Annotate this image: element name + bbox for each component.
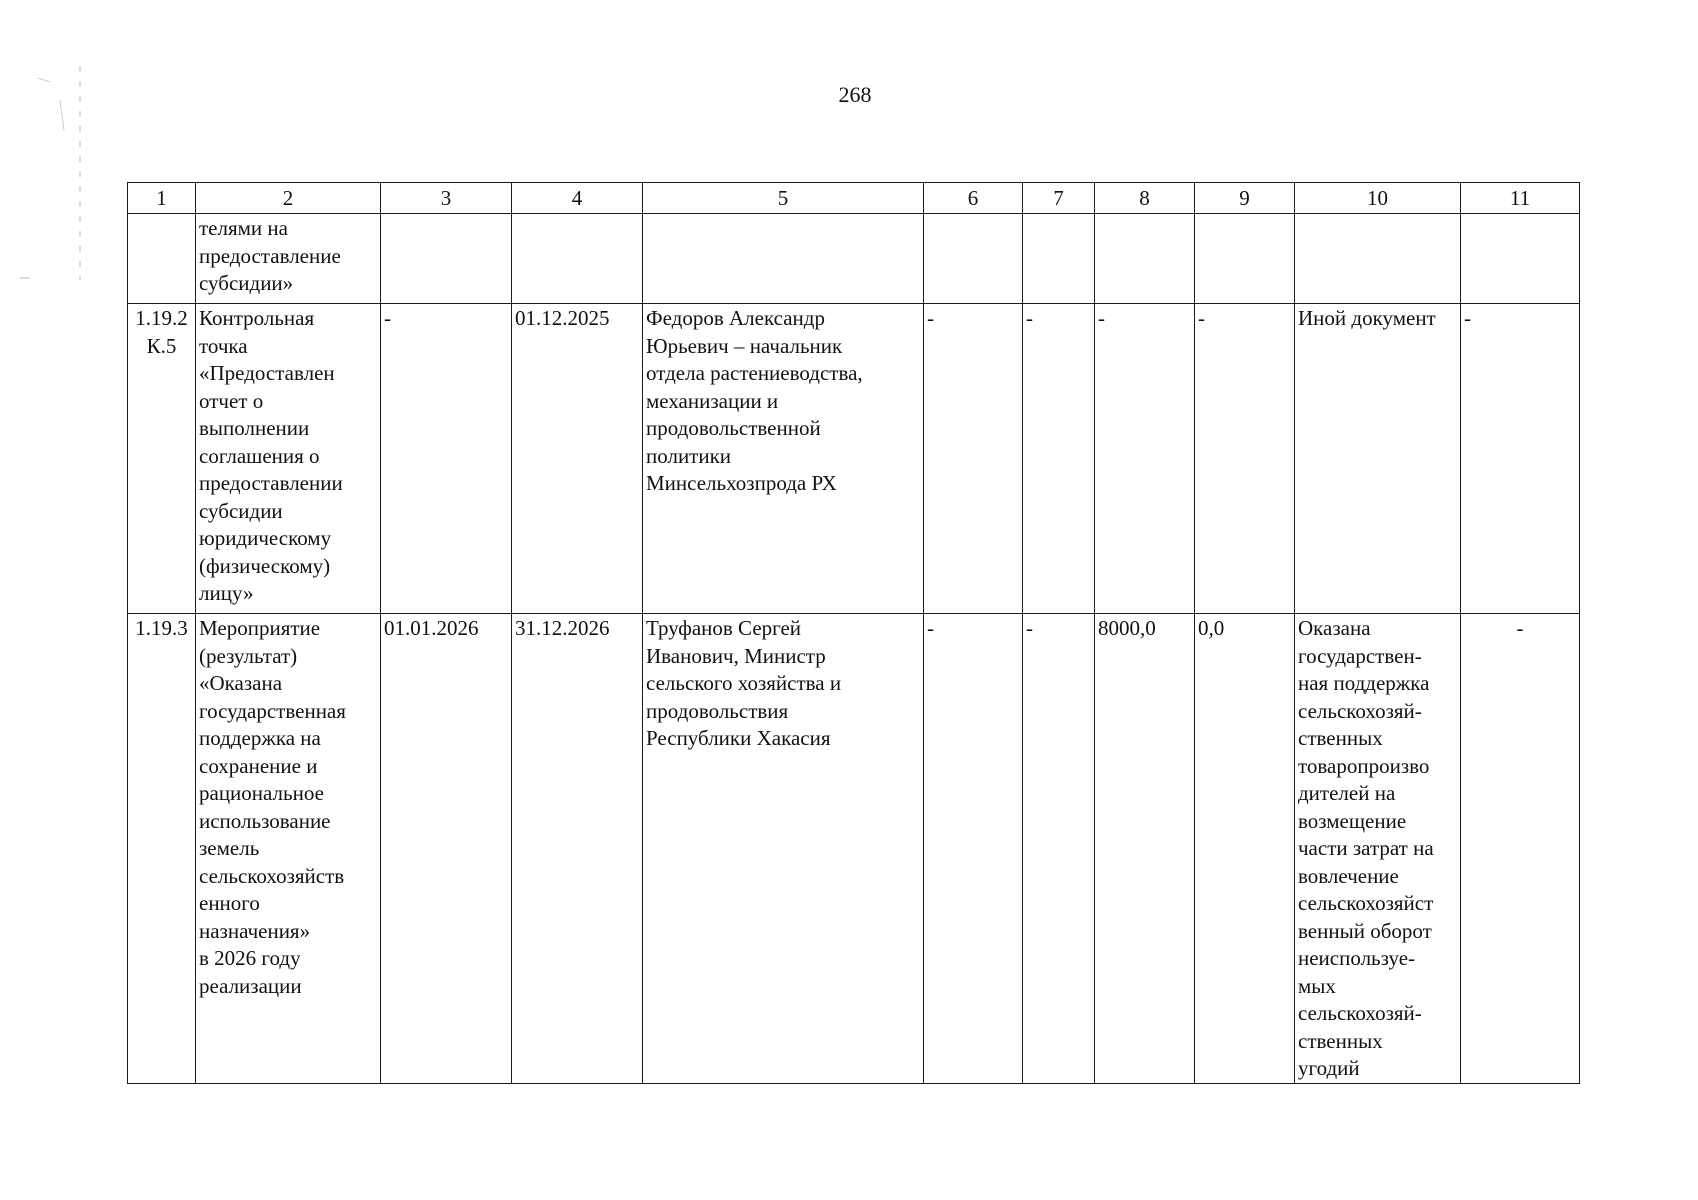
responsible-cell: Федоров Александр Юрьевич – начальник отдела растениеводства, механизации и продовольственной политики Минсельхозпрода РХ (643, 304, 924, 614)
header-cell: 5 (643, 183, 924, 214)
col9-cell: - (1195, 304, 1295, 614)
header-cell: 10 (1295, 183, 1461, 214)
table-row (128, 614, 1580, 1084)
header-cell: 9 (1195, 183, 1295, 214)
end-date-cell (512, 214, 643, 304)
scan-edge-marks (20, 60, 90, 290)
header-cell: 3 (381, 183, 512, 214)
name-cell: Контрольная точка «Предоставлен отчет о выполнении соглашения о предоставлении субсидии юридическому (физическому) лицу» (196, 304, 381, 614)
col11-cell: - (1461, 304, 1580, 614)
end-date-cell: 01.12.2025 (512, 304, 643, 614)
table-row (128, 304, 1580, 614)
header-cell: 2 (196, 183, 381, 214)
table-row (128, 214, 1580, 304)
header-cell: 7 (1023, 183, 1095, 214)
row-number-cell (128, 214, 196, 304)
col11-cell (1461, 214, 1580, 304)
header-cell: 6 (924, 183, 1023, 214)
result-cell: Оказана государствен- ная поддержка сельскохозяй- ственных товаропроизво дителей на возмещение части затрат на вовлечение сельскохозяйст венный оборот неиспользуе- мых сельскохозяй- ственных угодий (1295, 614, 1461, 1084)
col7-cell: - (1023, 614, 1095, 1084)
row-number-cell: 1.19.2 К.5 (128, 304, 196, 614)
col6-cell: - (924, 614, 1023, 1084)
result-cell: Иной документ (1295, 304, 1461, 614)
header-cell: 1 (128, 183, 196, 214)
name-cell: телями на предоставление субсидии» (196, 214, 381, 304)
start-date-cell: 01.01.2026 (381, 614, 512, 1084)
col8-cell (1095, 214, 1195, 304)
responsible-cell: Труфанов Сергей Иванович, Министр сельского хозяйства и продовольствия Республики Хакасия (643, 614, 924, 1084)
start-date-cell (381, 214, 512, 304)
col7-cell: - (1023, 304, 1095, 614)
start-date-cell: - (381, 304, 512, 614)
result-cell (1295, 214, 1461, 304)
end-date-cell: 31.12.2026 (512, 614, 643, 1084)
col6-cell (924, 214, 1023, 304)
header-cell: 8 (1095, 183, 1195, 214)
col9-cell: 0,0 (1195, 614, 1295, 1084)
schedule-table (127, 182, 1580, 1084)
col8-cell: - (1095, 304, 1195, 614)
col6-cell: - (924, 304, 1023, 614)
responsible-cell (643, 214, 924, 304)
header-cell: 4 (512, 183, 643, 214)
col7-cell (1023, 214, 1095, 304)
name-cell: Мероприятие (результат) «Оказана государственная поддержка на сохранение и рациональное использование земель сельскохозяйств енного назначения» в 2026 году реализации (196, 614, 381, 1084)
header-row (128, 183, 1580, 214)
col9-cell (1195, 214, 1295, 304)
page-number: 268 (838, 82, 872, 107)
row-number-cell: 1.19.3 (128, 614, 196, 1084)
header-cell: 11 (1461, 183, 1580, 214)
col11-cell: - (1461, 614, 1580, 1084)
col8-cell: 8000,0 (1095, 614, 1195, 1084)
